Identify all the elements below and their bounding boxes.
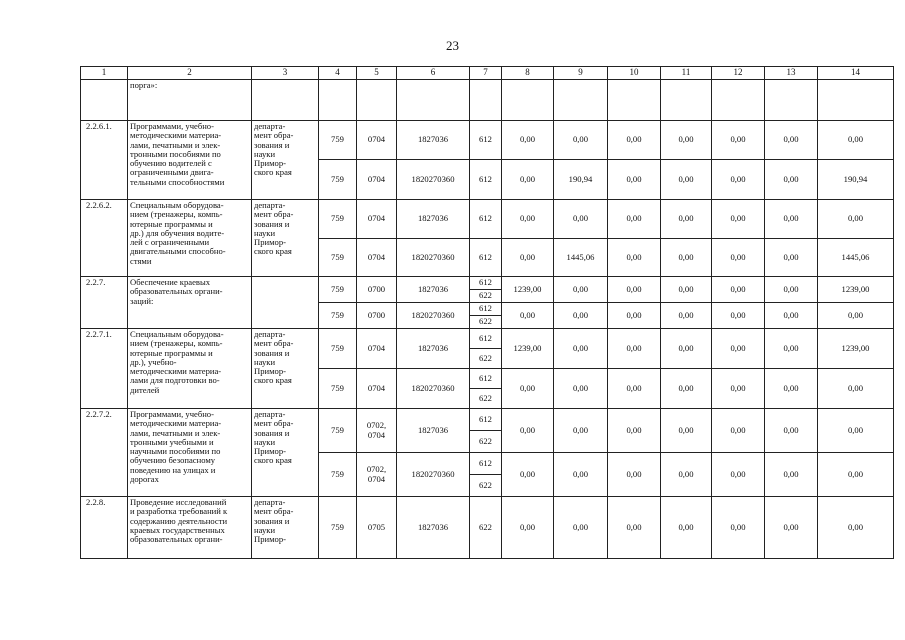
amount-cell: 0,00 <box>818 303 894 329</box>
expense-type-cell: 612 <box>470 303 502 316</box>
column-number: 14 <box>818 67 894 80</box>
amount-cell: 1445,06 <box>554 239 608 277</box>
amount-cell: 0,00 <box>661 239 712 277</box>
amount-cell: 0,00 <box>765 497 818 559</box>
section-cell: 0704 <box>357 160 397 200</box>
grbs-cell: 759 <box>319 121 357 160</box>
expense-type-cell: 612 <box>470 329 502 349</box>
amount-cell: 0,00 <box>502 200 554 239</box>
amount-cell: 0,00 <box>554 200 608 239</box>
expense-type-cell: 612 <box>470 160 502 200</box>
column-number: 8 <box>502 67 554 80</box>
grbs-cell: 759 <box>319 239 357 277</box>
section-cell: 0704 <box>357 369 397 409</box>
row-department: департа- мент обра- зования и науки Примор- ского края <box>252 121 319 200</box>
amount-cell: 0,00 <box>502 409 554 453</box>
budget-table <box>80 66 894 559</box>
page-number: 23 <box>446 38 459 53</box>
expense-type-cell: 622 <box>470 389 502 409</box>
amount-cell: 0,00 <box>765 453 818 497</box>
amount-cell: 0,00 <box>661 409 712 453</box>
amount-cell: 0,00 <box>818 200 894 239</box>
amount-cell: 1445,06 <box>818 239 894 277</box>
amount-cell: 0,00 <box>712 303 765 329</box>
target-article-cell: 1827036 <box>397 497 470 559</box>
amount-cell: 0,00 <box>661 121 712 160</box>
target-article-cell: 1820270360 <box>397 453 470 497</box>
section-cell: 0704 <box>357 121 397 160</box>
amount-cell: 0,00 <box>661 303 712 329</box>
target-article-cell: 1820270360 <box>397 160 470 200</box>
amount-cell: 190,94 <box>554 160 608 200</box>
row-department: департа- мент обра- зования и науки Примор- <box>252 497 319 559</box>
target-article-cell: 1827036 <box>397 200 470 239</box>
amount-cell: 0,00 <box>502 497 554 559</box>
grbs-cell: 759 <box>319 369 357 409</box>
amount-cell: 0,00 <box>765 409 818 453</box>
amount-cell: 0,00 <box>608 303 661 329</box>
amount-cell: 0,00 <box>554 303 608 329</box>
row-code: 2.2.7.1. <box>81 329 128 409</box>
amount-cell: 0,00 <box>765 160 818 200</box>
column-number: 6 <box>397 67 470 80</box>
amount-cell: 0,00 <box>818 369 894 409</box>
row-code: 2.2.6.2. <box>81 200 128 277</box>
row-description: Обеспечение краевых образовательных органи- заций: <box>128 277 252 329</box>
amount-cell: 0,00 <box>608 200 661 239</box>
grbs-cell: 759 <box>319 453 357 497</box>
amount-cell: 0,00 <box>765 329 818 369</box>
amount-cell: 0,00 <box>502 369 554 409</box>
grbs-cell: 759 <box>319 303 357 329</box>
section-cell: 0702, 0704 <box>357 409 397 453</box>
section-cell: 0704 <box>357 200 397 239</box>
section-cell: 0705 <box>357 497 397 559</box>
amount-cell: 0,00 <box>712 121 765 160</box>
target-article-cell: 1827036 <box>397 277 470 303</box>
section-cell: 0702, 0704 <box>357 453 397 497</box>
target-article-cell: 1820270360 <box>397 369 470 409</box>
amount-cell: 0,00 <box>502 121 554 160</box>
amount-cell: 0,00 <box>608 497 661 559</box>
expense-type-cell: 622 <box>470 497 502 559</box>
expense-type-cell: 622 <box>470 316 502 329</box>
column-number: 7 <box>470 67 502 80</box>
expense-type-cell: 622 <box>470 475 502 497</box>
amount-cell: 0,00 <box>765 303 818 329</box>
amount-cell: 0,00 <box>502 239 554 277</box>
amount-cell: 0,00 <box>765 277 818 303</box>
row-code: 2.2.8. <box>81 497 128 559</box>
amount-cell: 1239,00 <box>502 329 554 369</box>
amount-cell: 0,00 <box>818 453 894 497</box>
amount-cell: 0,00 <box>712 497 765 559</box>
amount-cell: 0,00 <box>608 409 661 453</box>
column-number: 4 <box>319 67 357 80</box>
row-description: Программами, учебно- методическими материа- лами, печатными и элек- тронными учебными и научными пособиями по обучению безопасному поведению на улицах и дорогах <box>128 409 252 497</box>
row-department: департа- мент обра- зования и науки Примор- ского края <box>252 329 319 409</box>
section-cell: 0700 <box>357 303 397 329</box>
amount-cell: 0,00 <box>712 200 765 239</box>
column-number: 9 <box>554 67 608 80</box>
amount-cell: 0,00 <box>554 369 608 409</box>
amount-cell: 0,00 <box>818 121 894 160</box>
row-department <box>252 277 319 329</box>
section-cell: 0704 <box>357 329 397 369</box>
expense-type-cell: 612 <box>470 277 502 290</box>
grbs-cell: 759 <box>319 277 357 303</box>
amount-cell: 0,00 <box>661 369 712 409</box>
amount-cell: 1239,00 <box>818 277 894 303</box>
table-row <box>81 121 894 160</box>
column-number: 2 <box>128 67 252 80</box>
target-article-cell: 1827036 <box>397 329 470 369</box>
amount-cell: 0,00 <box>554 329 608 369</box>
column-number: 11 <box>661 67 712 80</box>
amount-cell: 0,00 <box>818 497 894 559</box>
amount-cell: 0,00 <box>661 497 712 559</box>
amount-cell: 0,00 <box>712 369 765 409</box>
column-number: 13 <box>765 67 818 80</box>
table-row <box>81 277 894 290</box>
amount-cell: 0,00 <box>765 121 818 160</box>
amount-cell: 0,00 <box>661 200 712 239</box>
grbs-cell: 759 <box>319 409 357 453</box>
expense-type-cell: 612 <box>470 239 502 277</box>
amount-cell: 0,00 <box>661 277 712 303</box>
amount-cell: 1239,00 <box>818 329 894 369</box>
amount-cell: 0,00 <box>608 277 661 303</box>
amount-cell: 0,00 <box>608 160 661 200</box>
expense-type-cell: 612 <box>470 369 502 389</box>
column-number: 1 <box>81 67 128 80</box>
column-number: 12 <box>712 67 765 80</box>
amount-cell: 0,00 <box>608 329 661 369</box>
amount-cell: 0,00 <box>608 239 661 277</box>
amount-cell: 0,00 <box>765 369 818 409</box>
amount-cell: 0,00 <box>502 160 554 200</box>
amount-cell: 0,00 <box>712 277 765 303</box>
grbs-cell: 759 <box>319 329 357 369</box>
continuation-row <box>81 80 894 121</box>
amount-cell: 190,94 <box>818 160 894 200</box>
amount-cell: 0,00 <box>712 409 765 453</box>
amount-cell: 0,00 <box>608 369 661 409</box>
row-code: 2.2.6.1. <box>81 121 128 200</box>
amount-cell: 0,00 <box>818 409 894 453</box>
amount-cell: 0,00 <box>608 121 661 160</box>
amount-cell: 0,00 <box>502 453 554 497</box>
row-code: 2.2.7.2. <box>81 409 128 497</box>
row-description: Проведение исследований и разработка требований к содержанию деятельности краевых государственных образовательных органи- <box>128 497 252 559</box>
amount-cell: 0,00 <box>554 121 608 160</box>
expense-type-cell: 622 <box>470 431 502 453</box>
target-article-cell: 1827036 <box>397 121 470 160</box>
amount-cell: 0,00 <box>554 277 608 303</box>
table-row <box>81 200 894 239</box>
table-row <box>81 329 894 349</box>
target-article-cell: 1827036 <box>397 409 470 453</box>
amount-cell: 0,00 <box>554 453 608 497</box>
target-article-cell: 1820270360 <box>397 239 470 277</box>
grbs-cell: 759 <box>319 497 357 559</box>
expense-type-cell: 612 <box>470 453 502 475</box>
amount-cell: 0,00 <box>765 200 818 239</box>
grbs-cell: 759 <box>319 160 357 200</box>
expense-type-cell: 612 <box>470 200 502 239</box>
table-body <box>81 67 894 559</box>
row-description: Специальным оборудова- нием (тренажеры, компь- ютерные программы и др.), учебно- методическими материа- лами для подготовки во- дителей <box>128 329 252 409</box>
amount-cell: 0,00 <box>661 160 712 200</box>
amount-cell: 0,00 <box>712 453 765 497</box>
description-cell: порга»: <box>128 80 252 121</box>
expense-type-cell: 622 <box>470 349 502 369</box>
row-department: департа- мент обра- зования и науки Примор- ского края <box>252 409 319 497</box>
amount-cell: 0,00 <box>712 239 765 277</box>
column-number: 5 <box>357 67 397 80</box>
column-number: 10 <box>608 67 661 80</box>
column-number: 3 <box>252 67 319 80</box>
grbs-cell: 759 <box>319 200 357 239</box>
row-description: Программами, учебно- методическими материа- лами, печатными и элек- тронными пособиями по обучению водителей с ограниченными двига- тельными способностями <box>128 121 252 200</box>
expense-type-cell: 612 <box>470 409 502 431</box>
expense-type-cell: 622 <box>470 290 502 303</box>
amount-cell: 0,00 <box>712 329 765 369</box>
amount-cell: 0,00 <box>554 497 608 559</box>
amount-cell: 0,00 <box>554 409 608 453</box>
row-department: департа- мент обра- зования и науки Примор- ского края <box>252 200 319 277</box>
expense-type-cell: 612 <box>470 121 502 160</box>
header-row <box>81 67 894 80</box>
section-cell: 0700 <box>357 277 397 303</box>
amount-cell: 0,00 <box>661 329 712 369</box>
amount-cell: 0,00 <box>608 453 661 497</box>
table-row <box>81 409 894 431</box>
target-article-cell: 1820270360 <box>397 303 470 329</box>
amount-cell: 0,00 <box>765 239 818 277</box>
amount-cell: 1239,00 <box>502 277 554 303</box>
row-description: Специальным оборудова- нием (тренажеры, компь- ютерные программы и др.) для обучения водите- лей с ограниченными двигательными способно- стями <box>128 200 252 277</box>
table-row <box>81 497 894 559</box>
amount-cell: 0,00 <box>712 160 765 200</box>
amount-cell: 0,00 <box>661 453 712 497</box>
row-code: 2.2.7. <box>81 277 128 329</box>
section-cell: 0704 <box>357 239 397 277</box>
amount-cell: 0,00 <box>502 303 554 329</box>
code-cell <box>81 80 128 121</box>
